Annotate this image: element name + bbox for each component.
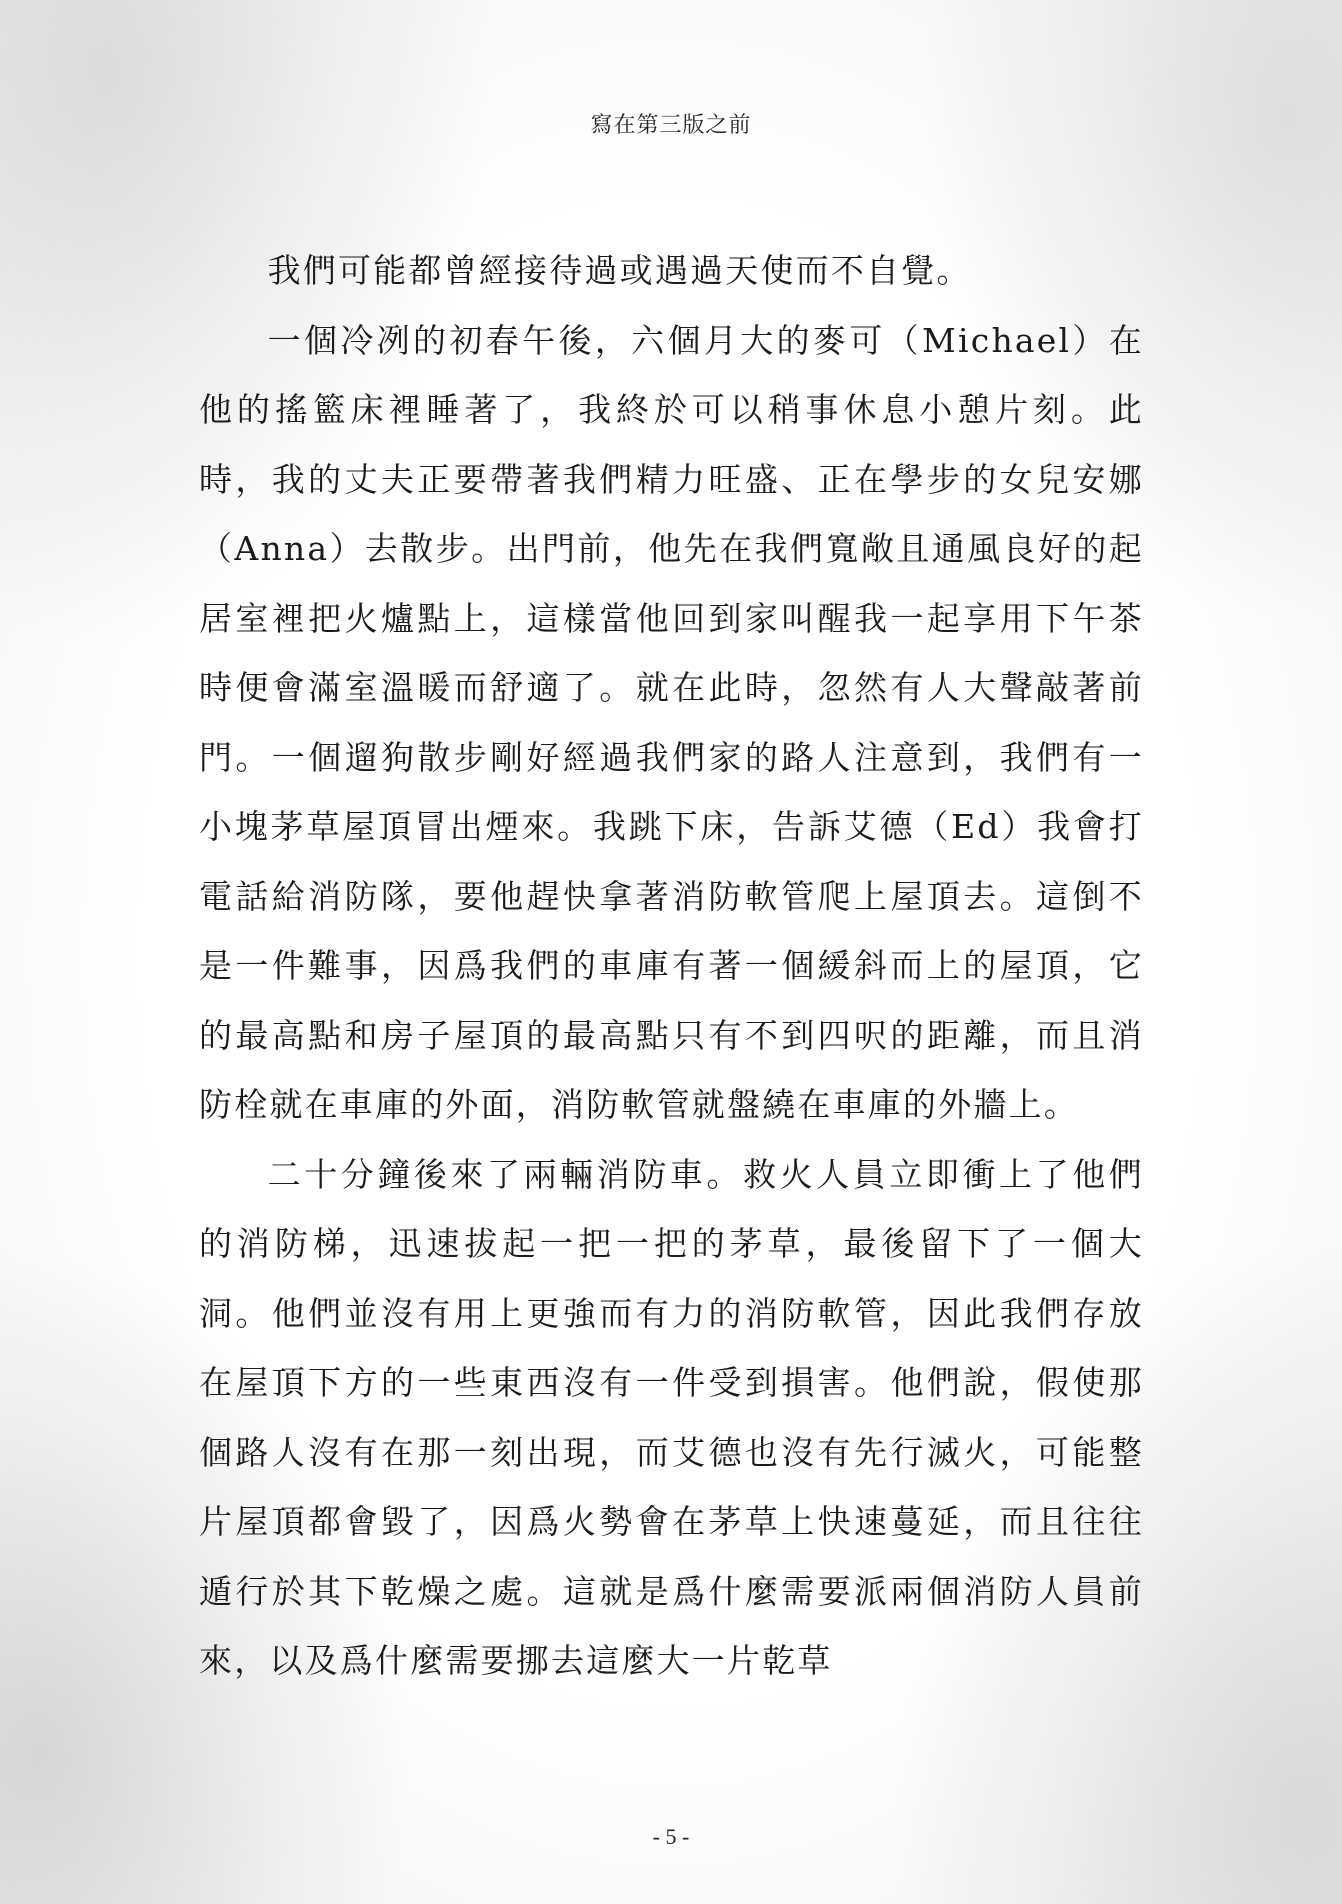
- body-text: [199, 236, 1144, 1696]
- running-header-title: 寫在第三版之前: [590, 113, 752, 138]
- paragraph-1: 我們可能都曾經接待過或遇過天使而不自覺。: [267, 251, 972, 290]
- paragraph-2: 一個冷冽的初春午後，六個月大的麥可（Michael）在他的搖籃床裡睡著了，我終於可以稍事休息小憩片刻。此時，我的丈夫正要帶著我們精力旺盛、正在學步的女兒安娜（Anna）去散步。出門前，他先在我們寬敞且通風良好的起居室裡把火爐點上，這樣當他回到家叫醒我一起享用下午茶時便會滿室溫暖而舒適了。就在此時，忽然有人大聲敲著前門。一個遛狗散步剛好經過我們家的路人注意到，我們有一小塊茅草屋頂冒出煙來。我跳下床，告訴艾德（Ed）我會打電話給消防隊，要他趕快拿著消防軟管爬上屋頂去。這倒不是一件難事，因爲我們的車庫有著一個緩斜而上的屋頂，它的最高點和房子屋頂的最高點只有不到四呎的距離，而且消防栓就在車庫的外面，消防軟管就盤繞在車庫的外牆上。: [199, 320, 1144, 1124]
- page-number: - 5 -: [652, 1824, 690, 1849]
- paragraph-3: 二十分鐘後來了兩輛消防車。救火人員立即衝上了他們的消防梯，迅速拔起一把一把的茅草，最後留下了一個大洞。他們並沒有用上更強而有力的消防軟管，因此我們存放在屋頂下方的一些東西沒有一件受到損害。他們說，假使那個路人沒有在那一刻出現，而艾德也沒有先行滅火，可能整片屋頂都會毀了，因爲火勢會在茅草上快速蔓延，而且往往遁行於其下乾燥之處。這就是爲什麼需要派兩個消防人員前來，以及爲什麼需要挪去這麼大一片乾草: [199, 1154, 1144, 1680]
